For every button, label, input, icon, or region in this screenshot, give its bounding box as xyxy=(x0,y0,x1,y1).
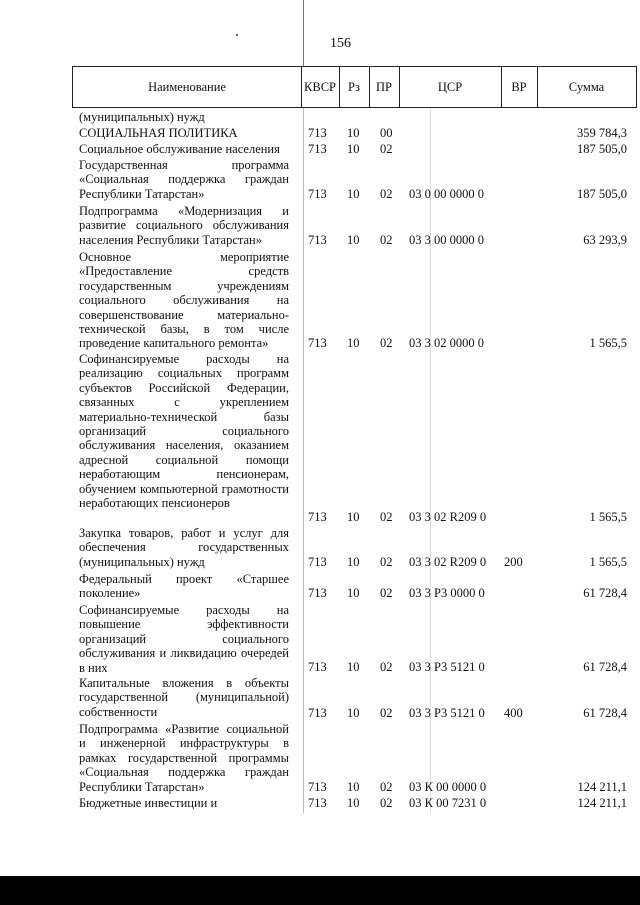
row-sum: 1 565,5 xyxy=(589,510,627,524)
row-kvsr: 713 xyxy=(308,142,327,156)
row-name: СОЦИАЛЬНАЯ ПОЛИТИКА xyxy=(79,126,238,140)
header-name: Наименование xyxy=(148,79,226,94)
row-sum: 61 728,4 xyxy=(583,706,627,720)
row-pr: 02 xyxy=(380,706,393,720)
row-csr: 03 3 02 R209 0 xyxy=(409,555,487,569)
row-sum: 1 565,5 xyxy=(589,336,627,350)
row-rz: 10 xyxy=(347,706,360,720)
row-pr: 02 xyxy=(380,586,393,600)
column-guide xyxy=(303,108,304,813)
row-kvsr: 713 xyxy=(308,555,327,569)
scan-border xyxy=(0,876,640,905)
row-rz: 10 xyxy=(347,233,360,247)
row-rz: 10 xyxy=(347,660,360,674)
row-sum: 187 505,0 xyxy=(577,187,627,201)
row-name: Государственная программа «Социальная поддержка граждан Республики Татарстан» xyxy=(79,158,289,201)
row-rz: 10 xyxy=(347,510,360,524)
header-vr: ВР xyxy=(511,79,527,94)
table-header xyxy=(72,66,637,108)
row-pr: 02 xyxy=(380,336,393,350)
row-rz: 10 xyxy=(347,336,360,350)
row-vr: 200 xyxy=(504,555,523,569)
row-kvsr: 713 xyxy=(308,706,327,720)
row-pr: 02 xyxy=(380,660,393,674)
row-kvsr: 713 xyxy=(308,586,327,600)
row-csr: 03 3 P3 5121 0 xyxy=(409,660,485,674)
row-csr: 03 К 00 7231 0 xyxy=(409,796,487,810)
row-name: Софинансируемые расходы на реализацию социальных программ субъектов Российской Федерации, связанных с укреплением материально-технической базы организаций социального обслуживания населения, оказанием адресной социальной помощи неработающим пенсионерам, обучением компьютерной грамотности неработающих пенсионеров xyxy=(79,352,289,511)
row-rz: 10 xyxy=(347,126,360,140)
scan-speck xyxy=(236,34,238,36)
page-number: 156 xyxy=(330,36,351,51)
row-pr: 02 xyxy=(380,780,393,794)
row-name: Софинансируемые расходы на повышение эффективности организаций социального обслуживания и ликвидацию очередей в них xyxy=(79,603,289,675)
row-pr: 00 xyxy=(380,126,393,140)
row-sum: 187 505,0 xyxy=(577,142,627,156)
row-name: Подпрограмма «Модернизация и развитие социального обслуживания населения Республики Татарстан» xyxy=(79,204,289,247)
row-vr: 400 xyxy=(504,706,523,720)
row-sum: 63 293,9 xyxy=(583,233,627,247)
row-csr: 03 0 00 0000 0 xyxy=(409,187,484,201)
row-sum: 1 565,5 xyxy=(589,555,627,569)
row-kvsr: 713 xyxy=(308,187,327,201)
row-pr: 02 xyxy=(380,187,393,201)
row-kvsr: 713 xyxy=(308,796,327,810)
row-kvsr: 713 xyxy=(308,510,327,524)
row-kvsr: 713 xyxy=(308,336,327,350)
row-csr: 03 3 P3 5121 0 xyxy=(409,706,485,720)
row-kvsr: 713 xyxy=(308,660,327,674)
row-sum: 61 728,4 xyxy=(583,586,627,600)
row-sum: 359 784,3 xyxy=(577,126,627,140)
row-pr: 02 xyxy=(380,233,393,247)
row-sum: 61 728,4 xyxy=(583,660,627,674)
row-pr: 02 xyxy=(380,796,393,810)
row-pr: 02 xyxy=(380,510,393,524)
row-csr: 03 3 00 0000 0 xyxy=(409,233,484,247)
header-csr: ЦСР xyxy=(437,79,463,94)
row-csr: 03 3 02 R209 0 xyxy=(409,510,487,524)
row-name: Подпрограмма «Развитие социальной и инженерной инфраструктуры в рамках государственной программы «Социальная поддержка граждан Республики Татарстан» xyxy=(79,722,289,794)
row-csr: 03 3 02 0000 0 xyxy=(409,336,484,350)
row-rz: 10 xyxy=(347,555,360,569)
row-sum: 124 211,1 xyxy=(577,796,627,810)
row-name: Капитальные вложения в объекты государственной (муниципальной) собственности xyxy=(79,676,289,719)
row-name: Закупка товаров, работ и услуг для обеспечения государственных (муниципальных) нужд xyxy=(79,526,289,569)
row-kvsr: 713 xyxy=(308,126,327,140)
row-name: Федеральный проект «Старшее поколение» xyxy=(79,572,289,601)
row-rz: 10 xyxy=(347,142,360,156)
header-kvsr: КВСР xyxy=(304,79,336,94)
binding-line xyxy=(303,0,304,66)
row-rz: 10 xyxy=(347,187,360,201)
row-name: Основное мероприятие «Предоставление средств государственным учреждениям социального обслуживания на совершенствование материально-технической базы, в том числе проведение капитального ремонта» xyxy=(79,250,289,351)
row-kvsr: 713 xyxy=(308,780,327,794)
header-rz: Рз xyxy=(348,79,360,94)
header-pr: ПР xyxy=(376,79,392,94)
row-csr: 03 К 00 0000 0 xyxy=(409,780,487,794)
row-csr: 03 3 P3 0000 0 xyxy=(409,586,485,600)
row-pr: 02 xyxy=(380,142,393,156)
row-name: Бюджетные инвестиции и xyxy=(79,796,218,810)
row-pr: 02 xyxy=(380,555,393,569)
header-sum: Сумма xyxy=(568,79,605,94)
row-rz: 10 xyxy=(347,586,360,600)
row-sum: 124 211,1 xyxy=(577,780,627,794)
row-kvsr: 713 xyxy=(308,233,327,247)
row-rz: 10 xyxy=(347,796,360,810)
row-name: Социальное обслуживание населения xyxy=(79,142,280,156)
row-name: (муниципальных) нужд xyxy=(79,110,205,124)
row-rz: 10 xyxy=(347,780,360,794)
